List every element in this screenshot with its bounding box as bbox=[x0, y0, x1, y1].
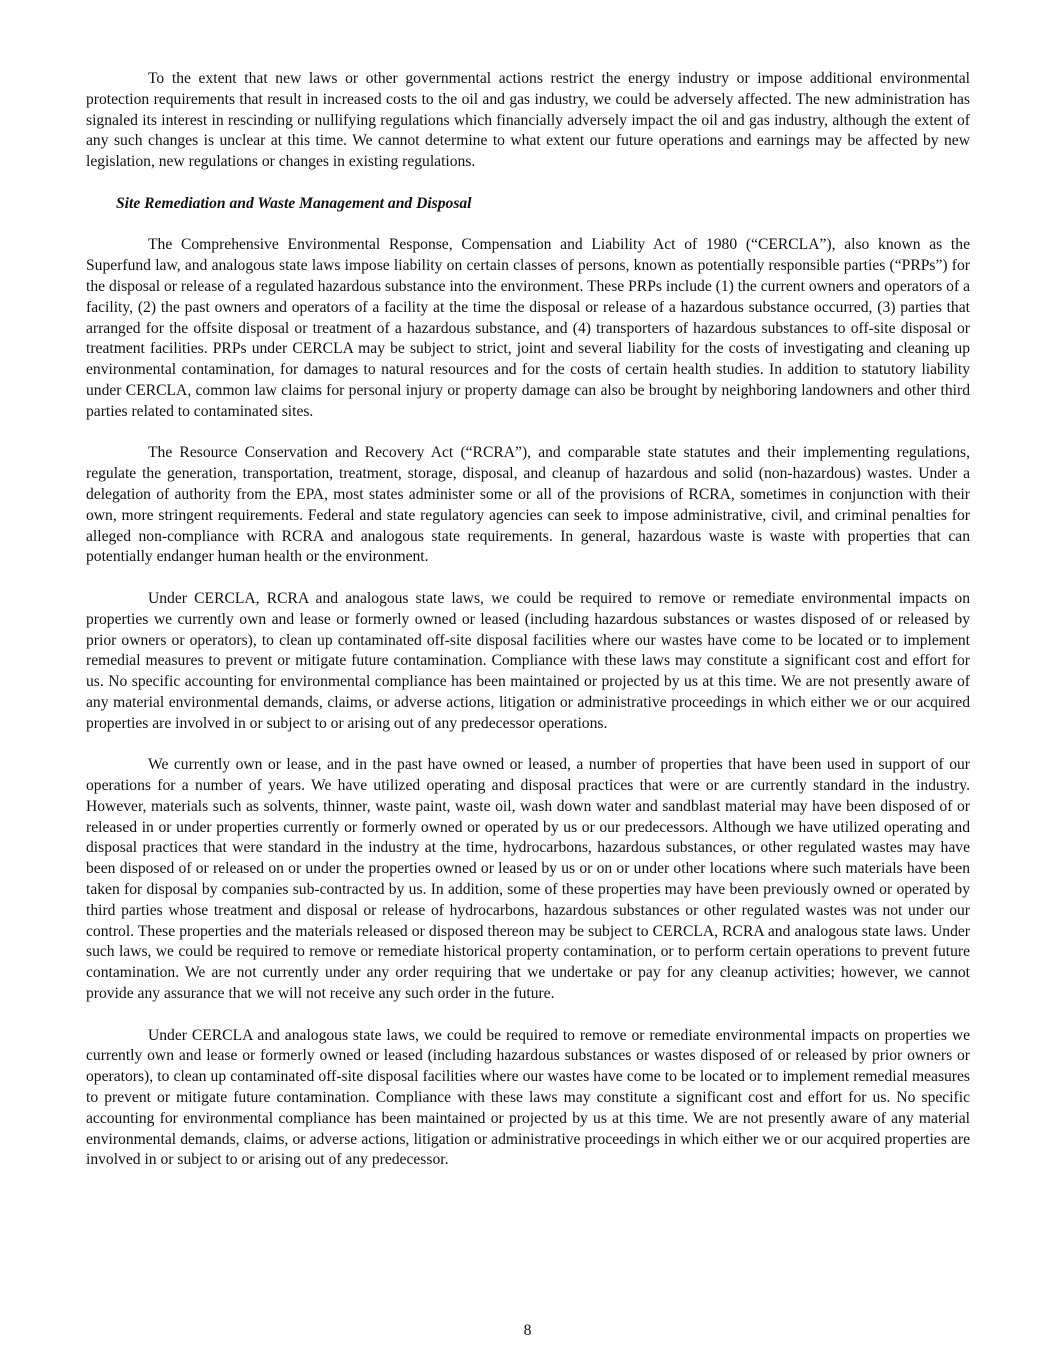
paragraph-rcra: The Resource Conservation and Recovery Act (“RCRA”), and comparable state statutes and their implementing regulations, regulate the generation, transportation, treatment, storage, disposal, and cleanup of hazardous and solid (non-hazardous) wastes. Under a delegation of authority from the EPA, most states administer some or all of the provisions of RCRA, sometimes in conjunction with their own, more stringent requirements. Federal and state regulatory agencies can seek to impose administrative, civil, and criminal penalties for alleged non-compliance with RCRA and analogous state requirements. In general, hazardous waste is waste with properties that can potentially endanger human health or the environment. bbox=[86, 444, 970, 566]
paragraph-owned-properties: We currently own or lease, and in the past have owned or leased, a number of properties that have been used in support of our operations for a number of years. We have utilized operating and disposal practices that were or are currently standard in the industry. However, materials such as solvents, thinner, waste paint, waste oil, wash down water and sandblast material may have been disposed of or released in or under properties currently or formerly owned or operated by us or our predecessors. Although we have utilized operating and disposal practices that were standard in the industry at the time, hydrocarbons, hazardous substances, or other regulated wastes may have been disposed of or released on or under the properties owned or leased by us or on or under other locations where such materials have been taken for disposal by companies sub-contracted by us. In addition, some of these properties may have been previously owned or operated by third parties whose treatment and disposal or release of hydrocarbons, hazardous substances or other regulated wastes was not under our control. These properties and the materials released or disposed thereon may be subject to CERCLA, RCRA and analogous state laws. Under such laws, we could be required to remove or remediate historical property contamination, or to perform certain operations to prevent future contamination. We are not currently under any order requiring that we undertake or pay for any cleanup activities; however, we cannot provide any assurance that we will not receive any such order in the future. bbox=[86, 756, 970, 1003]
paragraph-cercla: The Comprehensive Environmental Response, Compensation and Liability Act of 1980 (“CERCLA”), also known as the Superfund law, and analogous state laws impose liability on certain classes of persons, known as potentially responsible parties (“PRPs”) for the disposal or release of a regulated hazardous substance into the environment. These PRPs include (1) the current owners and operators of a facility, (2) the past owners and operators of a facility at the time the disposal or release of a hazardous substance occurred, (3) parties that arranged for the offsite disposal or treatment of a hazardous substance, and (4) transporters of hazardous substances to off-site disposal or treatment facilities. PRPs under CERCLA may be subject to strict, joint and several liability for the costs of investigating and cleaning up environmental contamination, for damages to natural resources and for the costs of certain health studies. In addition to statutory liability under CERCLA, common law claims for personal injury or property damage can also be brought by neighboring landowners and other third parties related to contaminated sites. bbox=[86, 236, 970, 420]
paragraph-remediation-obligations: Under CERCLA, RCRA and analogous state laws, we could be required to remove or remediate environmental impacts on properties we currently own and lease or formerly owned or leased (including hazardous substances or wastes disposed of or released by prior owners or operators), to clean up contaminated off-site disposal facilities where our wastes have come to be located or to implement remedial measures to prevent or mitigate future contamination. Compliance with these laws may constitute a significant cost and effort for us. No specific accounting for environmental compliance has been maintained or projected by us at this time. We are not presently aware of any material environmental demands, claims, or adverse actions, litigation or administrative proceedings in which either we or our acquired properties are involved in or subject to or arising out of any predecessor operations. bbox=[86, 589, 970, 732]
page-number: 8 bbox=[523, 1322, 532, 1339]
section-heading: Site Remediation and Waste Management and Disposal bbox=[116, 194, 472, 212]
paragraph-cercla-remediation: Under CERCLA and analogous state laws, we could be required to remove or remediate environmental impacts on properties we currently own and lease or formerly owned or leased (including hazardous substances or wastes disposed of or released by prior owners or operators), to clean up contaminated off-site disposal facilities where our wastes have come to be located or to implement remedial measures to prevent or mitigate future contamination. Compliance with these laws may constitute a significant cost and effort for us. No specific accounting for environmental compliance has been maintained or projected by us at this time. We are not presently aware of any material environmental demands, claims, or adverse actions, litigation or administrative proceedings in which either we or our acquired properties are involved in or subject to or arising out of any predecessor. bbox=[86, 1026, 970, 1169]
document-page bbox=[86, 69, 970, 1192]
paragraph-regulatory-changes: To the extent that new laws or other governmental actions restrict the energy industry or impose additional environmental protection requirements that result in increased costs to the oil and gas industry, we could be adversely affected. The new administration has signaled its interest in rescinding or nullifying regulations which financially adversely impact the oil and gas industry, although the extent of any such changes is unclear at this time. We cannot determine to what extent our future operations and earnings may be affected by new legislation, new regulations or changes in existing regulations. bbox=[86, 70, 970, 171]
